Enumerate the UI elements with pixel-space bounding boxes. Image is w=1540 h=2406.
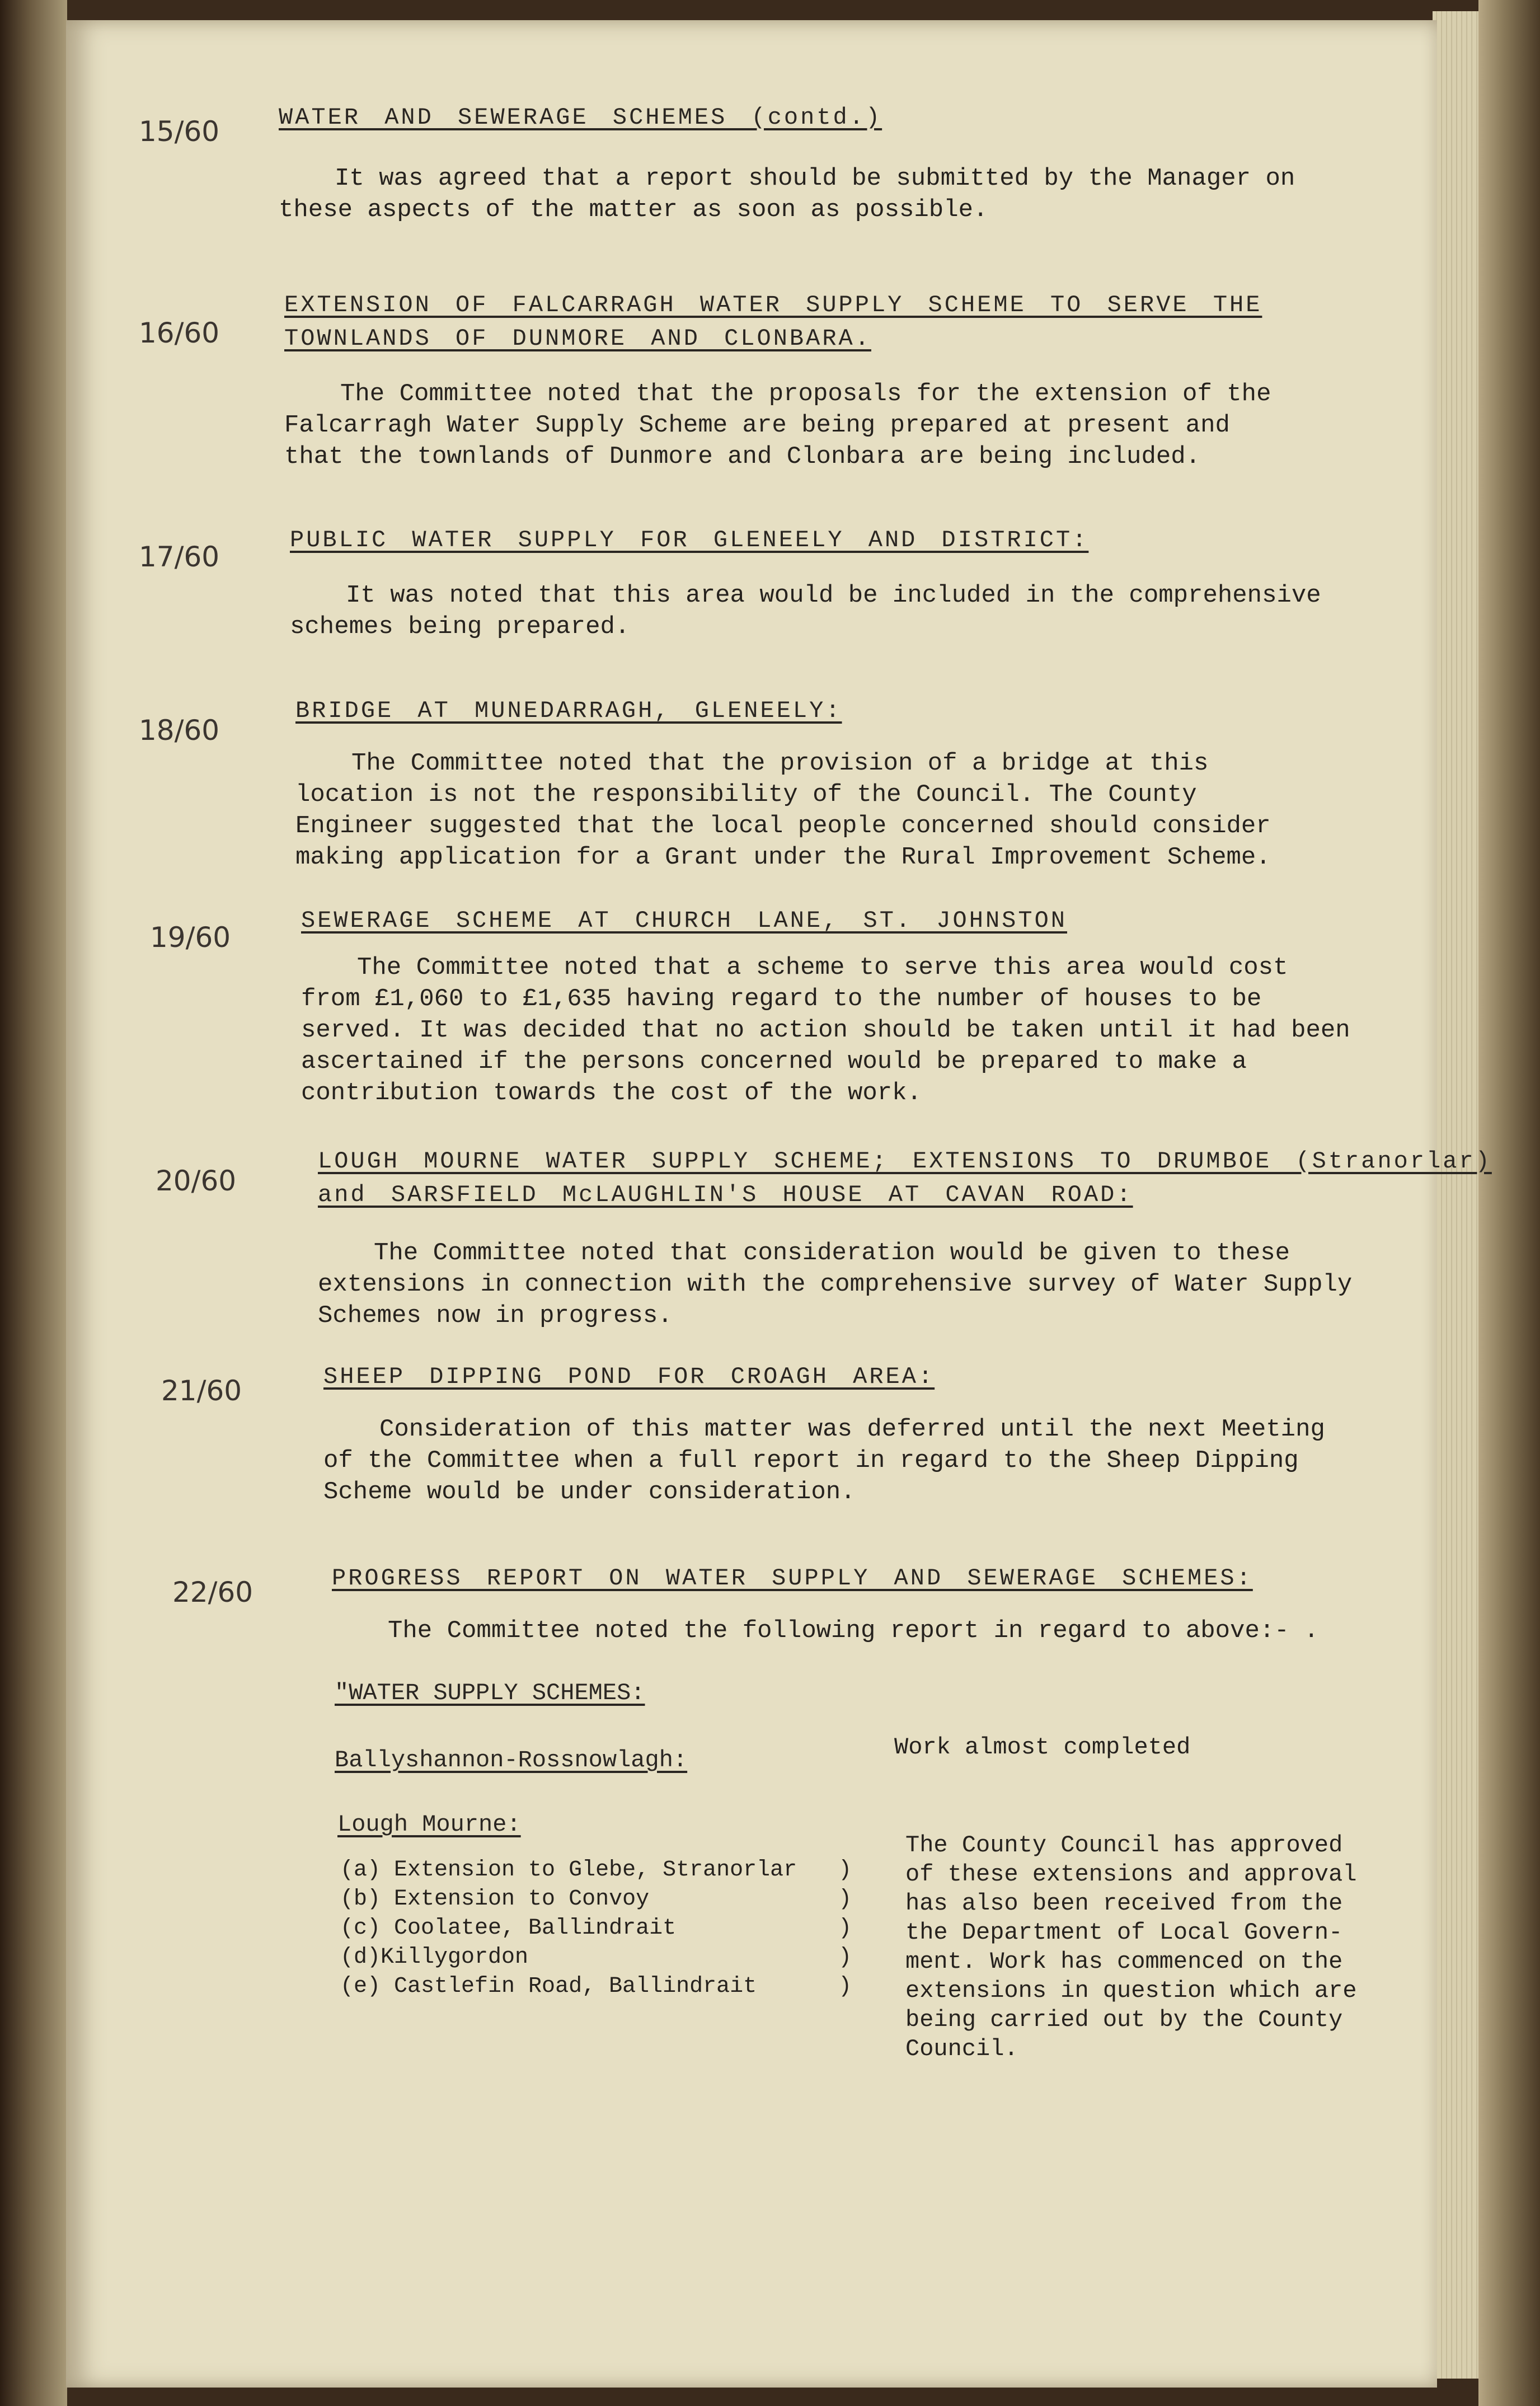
item-number: 16/60 [139, 317, 220, 349]
item-heading: PUBLIC WATER SUPPLY FOR GLENEELY AND DISTRICT: [290, 527, 1089, 554]
item-heading: LOUGH MOURNE WATER SUPPLY SCHEME; EXTENSIONS TO DRUMBOE (Stranorlar) [318, 1148, 1492, 1175]
item-heading: EXTENSION OF FALCARRAGH WATER SUPPLY SCHEME TO SERVE THE [284, 292, 1262, 318]
item-number: 15/60 [139, 115, 220, 148]
list-item: (b) Extension to Convoy [340, 1887, 650, 1912]
item-number: 17/60 [139, 541, 220, 573]
item-number: 20/60 [156, 1165, 237, 1197]
list-item: (e) Castlefin Road, Ballindrait [340, 1974, 757, 1999]
item-heading-continued: and SARSFIELD McLAUGHLIN'S HOUSE AT CAVAN ROAD: [318, 1181, 1133, 1208]
book-binding-right [1478, 0, 1540, 2406]
ballyshannon-label: Ballyshannon-Rossnowlagh: [335, 1747, 688, 1774]
item-body: The Committee noted that consideration would be given to these extensions in connection with the comprehensive survey of Water Supply Schemes now in progress. [318, 1239, 1353, 1330]
item-number: 22/60 [172, 1576, 253, 1608]
lough-mourne-note: The County Council has approved of these extensions and approval has also been received from the the Department of Local Govern- ment. Work has commenced on the extensions in question which are being carried out by the County Council. [905, 1832, 1357, 2062]
bracket-mark: ) [838, 1858, 852, 1883]
item-number: 21/60 [161, 1375, 242, 1407]
item-body: The Committee noted the following report in regard to above:- . [388, 1617, 1319, 1645]
item-body: The Committee noted that the proposals for the extension of the Falcarragh Water Supply Scheme are being prepared at present and that the townlands of Dunmore and Clonbara are being included. [284, 380, 1271, 471]
bracket-mark: ) [838, 1945, 852, 1970]
list-item: (d)Killygordon [340, 1945, 529, 1970]
ballyshannon-status: Work almost completed [894, 1734, 1191, 1761]
item-heading: SHEEP DIPPING POND FOR CROAGH AREA: [323, 1363, 935, 1390]
item-heading: SEWERAGE SCHEME AT CHURCH LANE, ST. JOHNSTON [301, 907, 1067, 934]
item-body: It was noted that this area would be included in the comprehensive schemes being prepared. [290, 581, 1321, 641]
lough-mourne-label: Lough Mourne: [337, 1811, 521, 1838]
item-heading: BRIDGE AT MUNEDARRAGH, GLENEELY: [295, 697, 842, 724]
item-heading-continued: TOWNLANDS OF DUNMORE AND CLONBARA. [284, 325, 871, 352]
bracket-mark: ) [838, 1974, 852, 1999]
report-section-heading: "WATER SUPPLY SCHEMES: [335, 1680, 645, 1706]
lough-mourne-list [340, 1856, 797, 2001]
item-body: The Committee noted that a scheme to serve this area would cost from £1,060 to £1,635 having regard to the number of houses to be served. It was decided that no action should be taken until it had been ascertained if the persons concerned would be prepared to make a contribution towards the cost of the work. [301, 954, 1350, 1107]
item-heading: WATER AND SEWERAGE SCHEMES (contd.) [279, 104, 882, 131]
item-body: The Committee noted that the provision of a bridge at this location is not the responsibility of the Council. The County Engineer suggested that the local people concerned should consider making application for a Grant under the Rural Improvement Scheme. [295, 749, 1271, 871]
book-binding-left [0, 0, 67, 2406]
item-body: Consideration of this matter was deferred until the next Meeting of the Committee when a full report in regard to the Sheep Dipping Scheme would be under consideration. [323, 1415, 1325, 1506]
page-edges [1433, 11, 1483, 2379]
bracket-mark: ) [838, 1916, 852, 1941]
bracket-mark: ) [838, 1887, 852, 1912]
list-item: (c) Coolatee, Ballindrait [340, 1916, 677, 1941]
item-heading: PROGRESS REPORT ON WATER SUPPLY AND SEWERAGE SCHEMES: [332, 1565, 1253, 1592]
item-number: 18/60 [139, 714, 220, 747]
document-page [66, 20, 1492, 2388]
list-item: (a) Extension to Glebe, Stranorlar [340, 1858, 797, 1883]
item-body: It was agreed that a report should be submitted by the Manager on these aspects of the matter as soon as possible. [279, 165, 1295, 224]
item-number: 19/60 [150, 921, 231, 954]
